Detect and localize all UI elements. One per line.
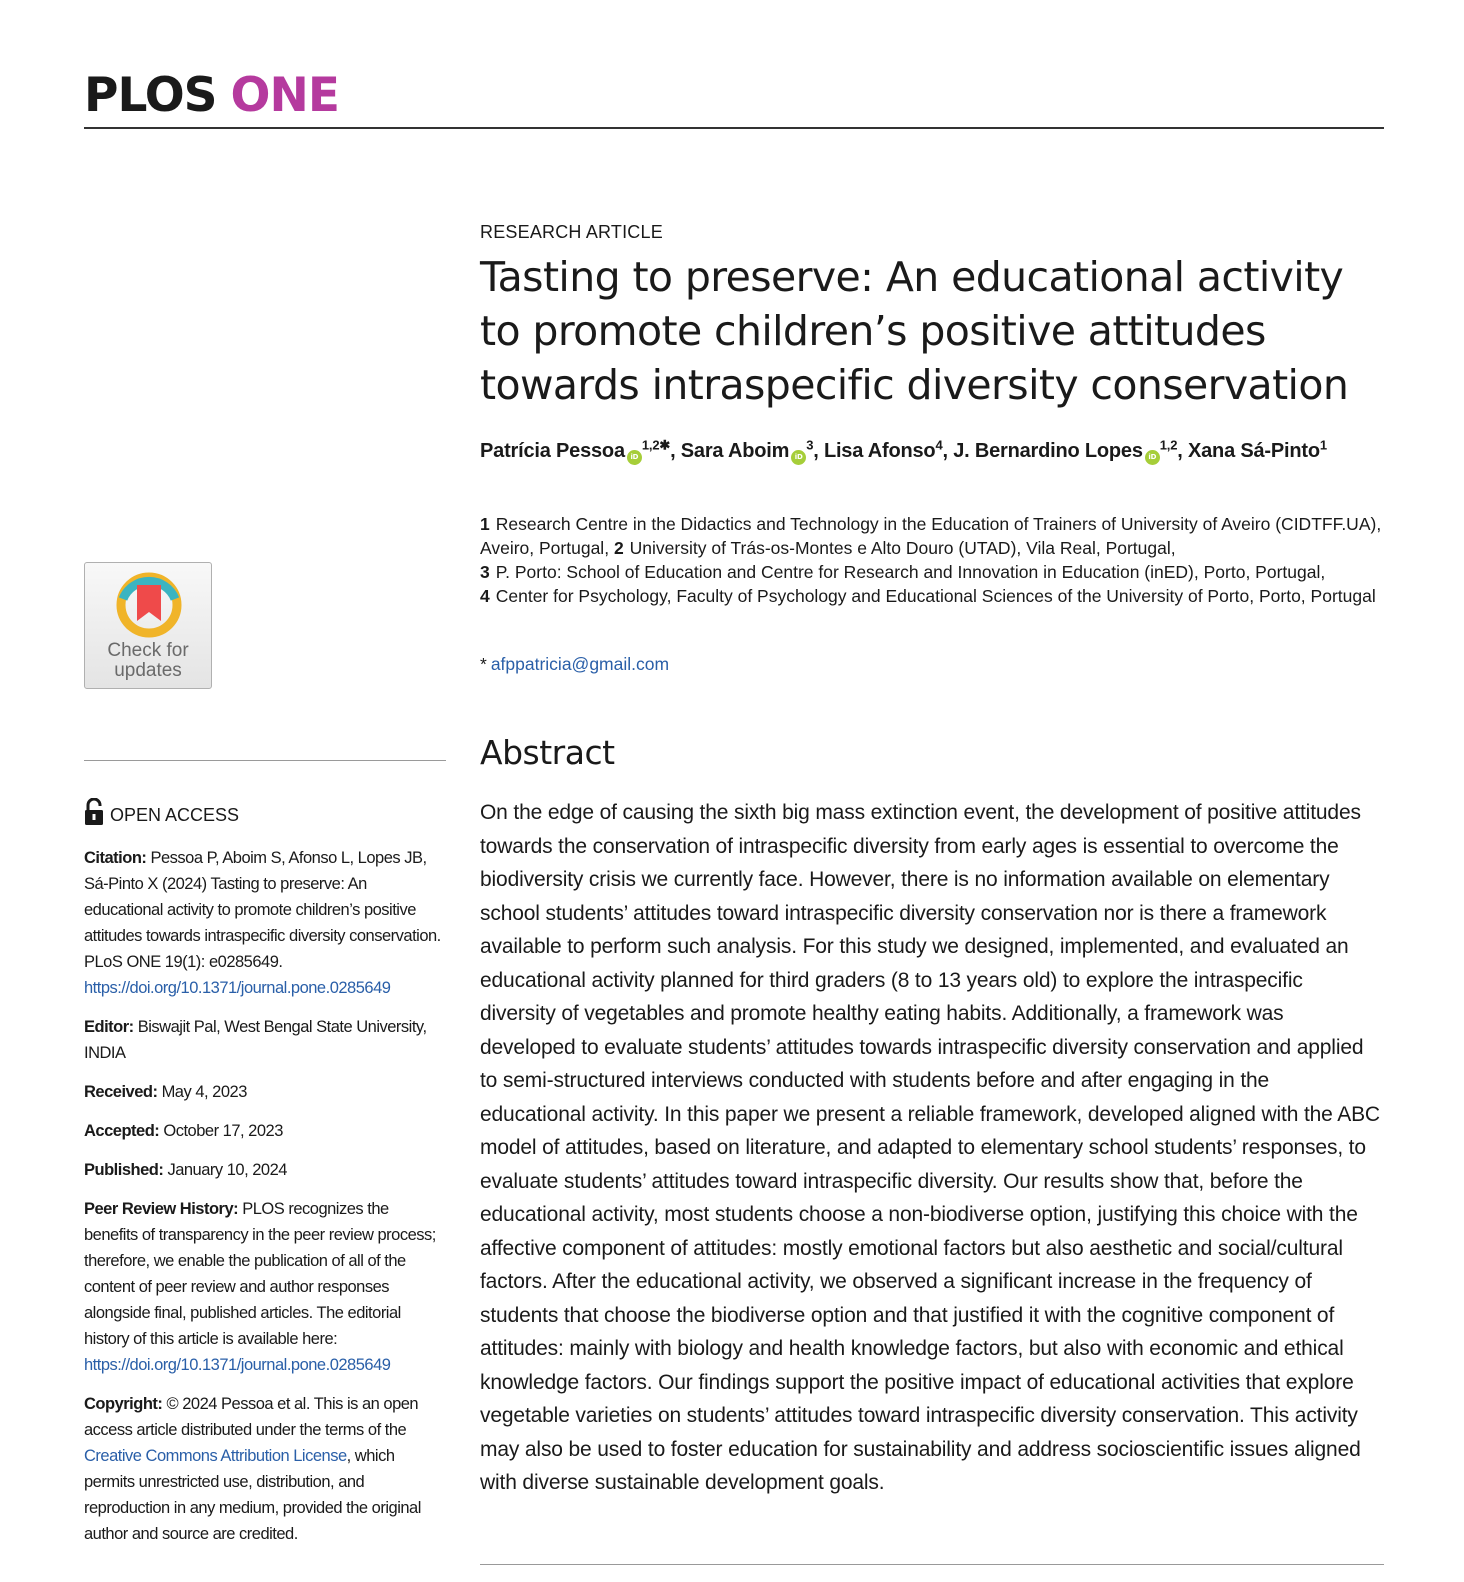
citation-doi-link[interactable]: https://doi.org/10.1371/journal.pone.0285649 [84, 979, 391, 997]
affiliation-number: 2 [613, 538, 624, 558]
author-affil-sup: 4 [935, 437, 943, 453]
copyright-block [84, 1391, 446, 1547]
affiliation-text: University of Trás-os-Montes e Alto Douro (UTAD), Vila Real, Portugal, [629, 538, 1176, 558]
correspondence-marker: * [480, 654, 487, 674]
editor-label: Editor: [84, 1018, 134, 1036]
affiliation-number: 3 [480, 562, 490, 582]
author-list: Patrícia Pessoa $iD^{1,2✱}$, Sara Aboim $iD^3$, Lisa Afonso$^4$, J. Bernardino Lopes iD$^{1,2}$, Xana Sá-Pinto$^1$ [480, 438, 1385, 465]
abstract-text: On the edge of causing the sixth big mass extinction event, the development of positive attitudes towards the conservation of intraspecific diversity from early ages is essential to overcome the biodiversity crisis we currently face. However, there is no information available on elementary school students’ attitudes toward intraspecific diversity conservation nor is there a framework available to perform such analysis. For this study we designed, implemented, and evaluated an educational activity planned for third graders (8 to 13 years old) to explore the intraspecific diversity of vegetables and promote healthy eating habits. Additionally, a framework was developed to evaluate students’ attitudes towards intraspecific diversity conservation and applied to semi-structured interviews conducted with students before and after engaging in the educational activity. In this paper we present a reliable framework, developed aligned with the ABC model of attitudes, based on literature, and adapted to elementary school students’ responses, to evaluate students’ attitudes toward intraspecific diversity. Our results show that, before the educational activity, most students choose a non-biodiverse option, justifying this choice with the affective component of attitudes: mostly emotional factors but also aesthetic and social/cultural factors. After the educational activity, we observed a significant increase in the frequency of students that choose the biodiverse option and that justified it with the cognitive component of attitudes: mainly with biology and health knowledge factors, but also with economic and ethical knowledge factors. Our findings support the positive impact of educational activities that explore vegetable varieties on students’ attitudes toward intraspecific diversity conservation. This activity may also be used to foster education for sustainability and address socioscientific issues aligned with diverse sustainable development goals. [480, 801, 1380, 1494]
corresponding-marker: ✱ [659, 437, 671, 453]
affiliation-number: 4 [480, 586, 490, 606]
copyright-tail: , which permits unrestricted use, distribution, and reproduction in any medium, provided the original author and source are credited. [84, 1447, 421, 1543]
published-label: Published: [84, 1161, 164, 1179]
check-for-updates-line2: updates [114, 660, 182, 681]
accepted-block [84, 1118, 446, 1144]
peer-review-label: Peer Review History: [84, 1200, 239, 1218]
author-name[interactable]: Patrícia Pessoa [480, 440, 625, 462]
author-name[interactable]: J. Bernardino Lopes [953, 440, 1143, 462]
peer-review-text: PLOS recognizes the benefits of transparency in the peer review process; therefore, we enable the publication of all of the content of peer review and author responses alongside final, published articles. The editorial history of this article is available here: [84, 1200, 436, 1348]
editor-block [84, 1014, 446, 1066]
copyright-label: Copyright: [84, 1395, 163, 1413]
author-name[interactable]: Xana Sá-Pinto [1187, 440, 1320, 462]
orcid-icon[interactable]: iD [791, 450, 806, 465]
peer-review-link[interactable]: https://doi.org/10.1371/journal.pone.0285649 [84, 1356, 391, 1374]
citation-label: Citation: [84, 849, 147, 867]
citation-block [84, 845, 446, 1001]
header-divider [84, 127, 1384, 129]
sidebar-divider [84, 760, 446, 761]
copyright-text: © 2024 Pessoa et al. This is an open access article distributed under the terms of the [84, 1395, 419, 1439]
author-affil-sup: 1 [1319, 437, 1327, 453]
author-affil-sup: 1,2 [1159, 437, 1178, 453]
citation-text: Pessoa P, Aboim S, Afonso L, Lopes JB, Sá-Pinto X (2024) Tasting to preserve: An educational activity to promote children’s positive attitudes towards intraspecific diversity conservation. PLoS ONE 19(1): e0285649. [84, 849, 441, 971]
article-type: RESEARCH ARTICLE [480, 222, 663, 242]
journal-name-plos: PLOS [84, 68, 217, 123]
correspondence [480, 654, 669, 675]
affiliation-number: 1 [480, 514, 490, 534]
abstract-divider [480, 1564, 1384, 1565]
email-link[interactable]: afppatricia@gmail.com [490, 654, 670, 674]
journal-logo [84, 70, 339, 122]
received-block [84, 1079, 446, 1105]
received-date: May 4, 2023 [161, 1083, 247, 1101]
article-title: Tasting to preserve: An educational activity to promote children’s positive attitudes towards intraspecific diversity conservation [480, 253, 1349, 409]
author-affil-sup: 1,2 [641, 437, 660, 453]
published-date: January 10, 2024 [167, 1161, 287, 1179]
journal-name-one: ONE [230, 68, 339, 123]
orcid-icon[interactable]: iD [627, 450, 642, 465]
license-link[interactable]: Creative Commons Attribution License [84, 1447, 347, 1465]
article-metadata [84, 845, 446, 1560]
accepted-label: Accepted: [84, 1122, 160, 1140]
check-for-updates-badge[interactable] [84, 562, 212, 689]
abstract-heading: Abstract [480, 733, 615, 772]
affiliation-text: P. Porto: School of Education and Centre for Research and Innovation in Education (inED), Porto, Portugal, [495, 562, 1326, 582]
published-block [84, 1157, 446, 1183]
open-access-text: OPEN ACCESS [110, 805, 240, 825]
editor-text: Biswajit Pal, West Bengal State University, INDIA [84, 1018, 427, 1062]
accepted-date: October 17, 2023 [163, 1122, 283, 1140]
affiliation-text: Research Centre in the Didactics and Technology in the Education of Trainers of University of Aveiro (CIDTFF.UA), Aveiro, Portugal, [480, 514, 1382, 558]
author-affil-sup: 3 [806, 437, 814, 453]
open-access-label [84, 798, 239, 826]
bookmark-icon [113, 569, 185, 641]
author-name[interactable]: Lisa Afonso [823, 440, 936, 462]
check-for-updates-line1: Check for [107, 640, 189, 661]
author-name[interactable]: Sara Aboim [680, 440, 790, 462]
affiliation-list [480, 512, 1390, 608]
received-label: Received: [84, 1083, 158, 1101]
affiliation-text: Center for Psychology, Faculty of Psychology and Educational Sciences of the University of Porto, Porto, Portugal [495, 586, 1376, 606]
peer-review-block [84, 1196, 446, 1378]
open-lock-icon [84, 798, 104, 826]
orcid-icon[interactable]: iD [1145, 450, 1160, 465]
